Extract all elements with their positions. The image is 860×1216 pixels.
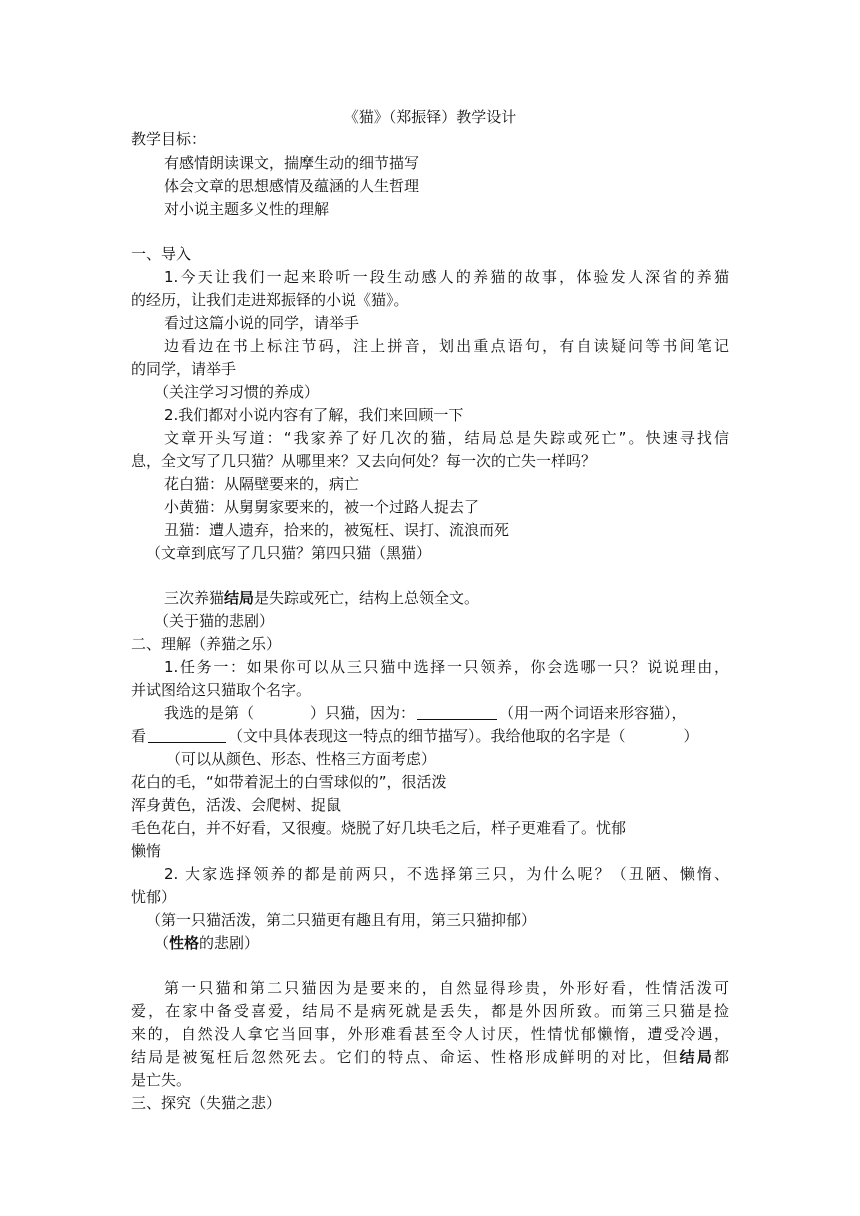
paragraph-line: 忧郁）	[131, 888, 177, 906]
document-title: 《猫》（郑振铎）教学设计	[343, 108, 517, 126]
text-run: 是失踪或死亡，结构上总领全文。	[254, 589, 480, 607]
text-run: （用一两个词语来形容猫），	[499, 704, 687, 722]
paragraph-line: 2.我们都对小说内容有了解，我们来回顾一下	[164, 406, 464, 424]
paragraph-line: 息，全文写了几只猫？从哪里来？又去向何处？每一次的亡失一样吗？	[131, 452, 597, 470]
note-line: （关注学习习惯的养成）	[154, 383, 320, 401]
text-run: （	[154, 934, 170, 952]
cat-line: 花白猫：从隔壁要来的，病亡	[164, 475, 360, 493]
description-line: 花白的毛，“如带着泥土的白雪球似的”，很活泼	[131, 773, 447, 791]
paragraph-line: 边看边在书上标注节码，注上拼音，划出重点语句，有自读疑问等书间笔记	[164, 337, 729, 355]
objective-item: 体会文章的思想感情及蕴涵的人生哲理	[164, 177, 420, 195]
fill-in-line	[164, 702, 687, 724]
cat-line: 小黄猫：从舅舅家要来的，被一个过路人捉去了	[164, 498, 480, 516]
paragraph-line: 来的，自然没人拿它当回事，外形难看甚至令人讨厌，性情忧郁懒惰，遭受冷遇，	[131, 1025, 729, 1043]
text-run: 三次养猫	[164, 589, 225, 607]
fill-blank	[417, 703, 497, 720]
text-run: ）只猫，因为：	[310, 704, 416, 722]
paragraph-line	[131, 1046, 729, 1068]
objectives-heading: 教学目标：	[131, 130, 207, 148]
objective-item: 有感情朗读课文，揣摩生动的细节描写	[164, 154, 420, 172]
text-run: （文中具体表现这一特点的细节描写）。我给他取的名字是（	[228, 727, 626, 745]
section-heading-understand: 二、理解（养猫之乐）	[131, 635, 282, 653]
note-line	[154, 932, 259, 954]
text-run: 我选的是第（	[164, 704, 255, 722]
paragraph-line: 1.今天让我们一起来聆听一段生动感人的养猫的故事，体验发人深省的养猫	[164, 268, 729, 286]
description-line: 浑身黄色，活泼、会爬树、捉鼠	[131, 796, 342, 814]
paragraph-line: 的同学，请举手	[131, 360, 237, 378]
description-line: 懒惰	[131, 842, 162, 860]
description-line: 毛色花白，并不好看，又很瘦。烧脱了好几块毛之后，样子更难看了。忧郁	[131, 819, 627, 837]
paragraph-line: 2. 大家选择领养的都是前两只，不选择第三只，为什么呢？（丑陋、懒惰、	[164, 865, 729, 883]
paragraph-line: 是亡失。	[131, 1071, 192, 1089]
cat-line: 丑猫：遭人遗弃，拾来的，被冤枉、误打、流浪而死	[164, 521, 510, 539]
paragraph-line: 爱，在家中备受喜爱，结局不是病死就是丢失，都是外因所致。而第三只猫是捡	[131, 1002, 729, 1020]
fill-in-line	[131, 725, 699, 747]
paragraph-line: 看过这篇小说的同学，请举手	[164, 314, 360, 332]
paragraph-line: 1.任务一：如果你可以从三只猫中选择一只领养，你会选哪一只？说说理由，	[164, 658, 729, 676]
bold-text: 结局	[679, 1048, 714, 1066]
paragraph-line: 的经历，让我们走进郑振铎的小说《猫》。	[131, 291, 409, 309]
note-line: （第一只猫活泼，第二只猫更有趣且有用，第三只猫抑郁）	[146, 911, 537, 929]
text-run: 都	[713, 1048, 729, 1066]
objective-item: 对小说主题多义性的理解	[164, 200, 330, 218]
note-line: （可以从颜色、形态、性格三方面考虑）	[166, 750, 437, 768]
section-heading-explore: 三、探究（失猫之悲）	[131, 1094, 282, 1112]
paragraph-line: 文章开头写道：“我家养了好几次的猫，结局总是失踪或死亡”。快速寻找信	[164, 429, 729, 447]
note-line: （文章到底写了几只猫？第四只猫（黑猫）	[146, 544, 432, 562]
text-run: 的悲剧）	[199, 934, 260, 952]
text-run: 结局是被冤枉后忽然死去。它们的特点、命运、性格形成鲜明的对比，但	[131, 1048, 680, 1066]
note-line: （关于猫的悲剧）	[154, 612, 275, 630]
bold-text: 结局	[224, 589, 255, 607]
paragraph-line: 并试图给这只猫取个名字。	[131, 681, 312, 699]
text-run: 看	[131, 727, 147, 745]
paragraph-line	[164, 587, 479, 609]
paragraph-line: 第一只猫和第二只猫因为是要来的，自然显得珍贵，外形好看，性情活泼可	[164, 979, 729, 997]
section-heading-intro: 一、导入	[131, 245, 192, 263]
bold-text: 性格	[169, 934, 200, 952]
text-run: ）	[683, 727, 699, 745]
fill-blank	[148, 726, 226, 743]
